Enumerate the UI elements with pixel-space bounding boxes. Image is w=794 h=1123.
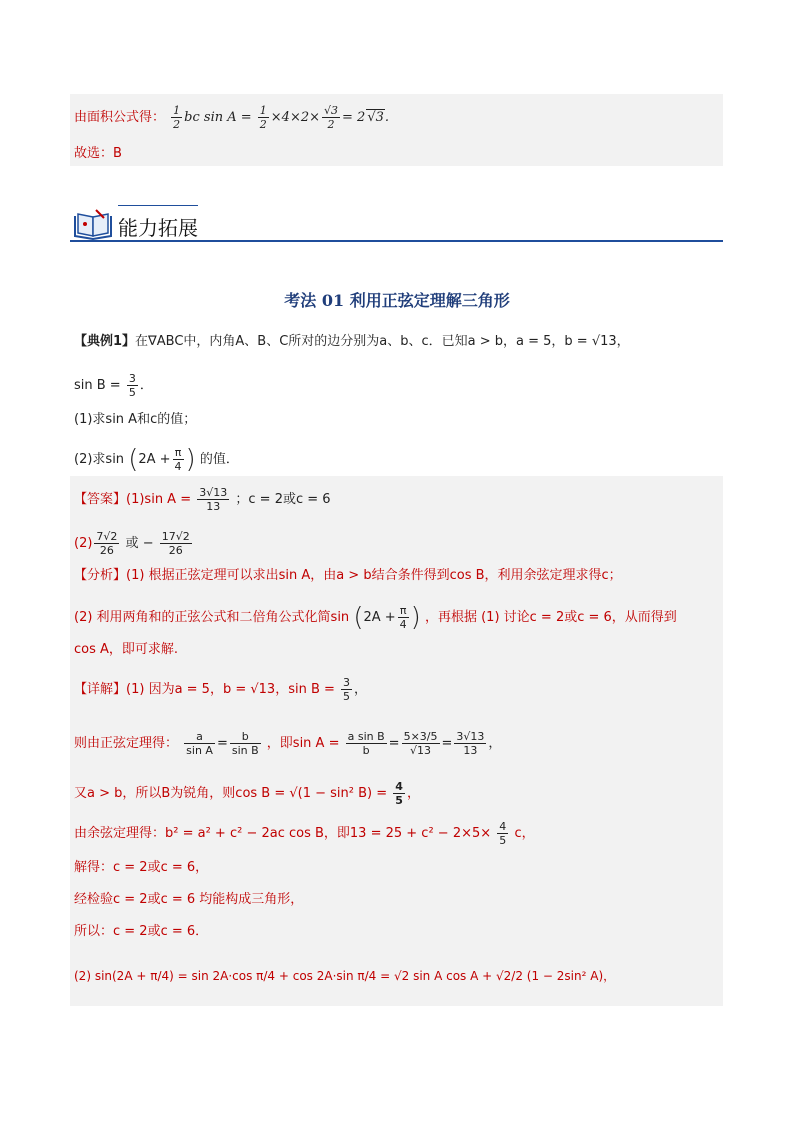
answer-line-1: 【答案】(1)sin A = $\frac{3√13}{13}$ ；c = 2或c = 6 <box>74 486 331 513</box>
book-icon <box>72 206 114 240</box>
choose-line: 故选：B <box>74 146 122 161</box>
analysis-line-3: cos A，即可求解. <box>74 642 179 657</box>
section-title: 考法 01 利用正弦定理解三角形 <box>284 291 510 310</box>
area-formula-math: $\frac{1}{2}$ bc sin A = $\frac{1}{2}$ ×4×2× $\frac{√3}{2}$ = 2 √3. <box>173 104 390 131</box>
analysis-line-1: 【分析】(1) 根据正弦定理可以求出sin A，由a > b结合条件得到cos B，利用余弦定理求得c； <box>74 568 622 583</box>
detail-line-7: 所以：c = 2或c = 6． <box>74 924 209 939</box>
question-2: (2)求sin (2A + $\frac{\pi}{4}$ ) 的值． <box>74 444 239 475</box>
detail-line-1: 【详解】(1) 因为a = 5，b = √13，sin B = $\frac{3}{5}$ ， <box>74 676 368 703</box>
detail-line-3: 又a > b，所以B为锐角，则cos B = √(1 − sin² B) = $\frac{4}{5}$ ， <box>74 780 420 807</box>
section-header-title: 能力拓展 <box>118 216 198 240</box>
answer-line-2: (2) $\frac{7√2}{26}$ 或 − $\frac{17√2}{26}$ <box>74 530 190 557</box>
analysis-line-2: (2) 利用两角和的正弦公式和二倍角公式化简sin (2A + $\frac{\pi}{4}$ ) ，再根据 (1) 讨论c = 2或c = 6，从而得到 <box>74 602 677 633</box>
detail-line-2: 则由正弦定理得： $\frac{a}{\text{sin A}}$ = $\frac{b}{\text{sin B}}$ ，即sin A = $\frac{\text{a sin B}}{b}$ = $\frac{5\times 3/5}{√13}$ = $\frac{3√13}{13}$ ， <box>74 730 502 757</box>
detail-line-4: 由余弦定理得：b² = a² + c² − 2ac cos B，即13 = 25 + c² − 2×5× $\frac{4}{5}$ c， <box>74 820 535 847</box>
detail-line-6: 经检验c = 2或c = 6 均能构成三角形， <box>74 892 304 907</box>
area-formula-line: 由面积公式得： $\frac{1}{2}$ bc sin A = $\frac{1}{2}$ ×4×2× $\frac{√3}{2}$ = 2 √3. <box>74 104 390 131</box>
header-rule <box>70 240 723 242</box>
question-1: (1)求sin A和c的值； <box>74 412 197 427</box>
header-top-rule <box>118 205 198 206</box>
detail-line-5: 解得：c = 2或c = 6， <box>74 860 209 875</box>
example-line: 【典例1】在∇ABC中，内角A、B、C所对的边分别为a、b、c．已知a > b，a = 5，b = √13， <box>74 334 630 349</box>
sinB-line: sin B = $\frac{3}{5}$ ． <box>74 372 153 399</box>
detail-line-8: (2) sin(2A + π/4) = sin 2A·cos π/4 + cos 2A·sin π/4 = √2 sin A cos A + √2/2 (1 − 2sin² A)， <box>74 969 616 983</box>
